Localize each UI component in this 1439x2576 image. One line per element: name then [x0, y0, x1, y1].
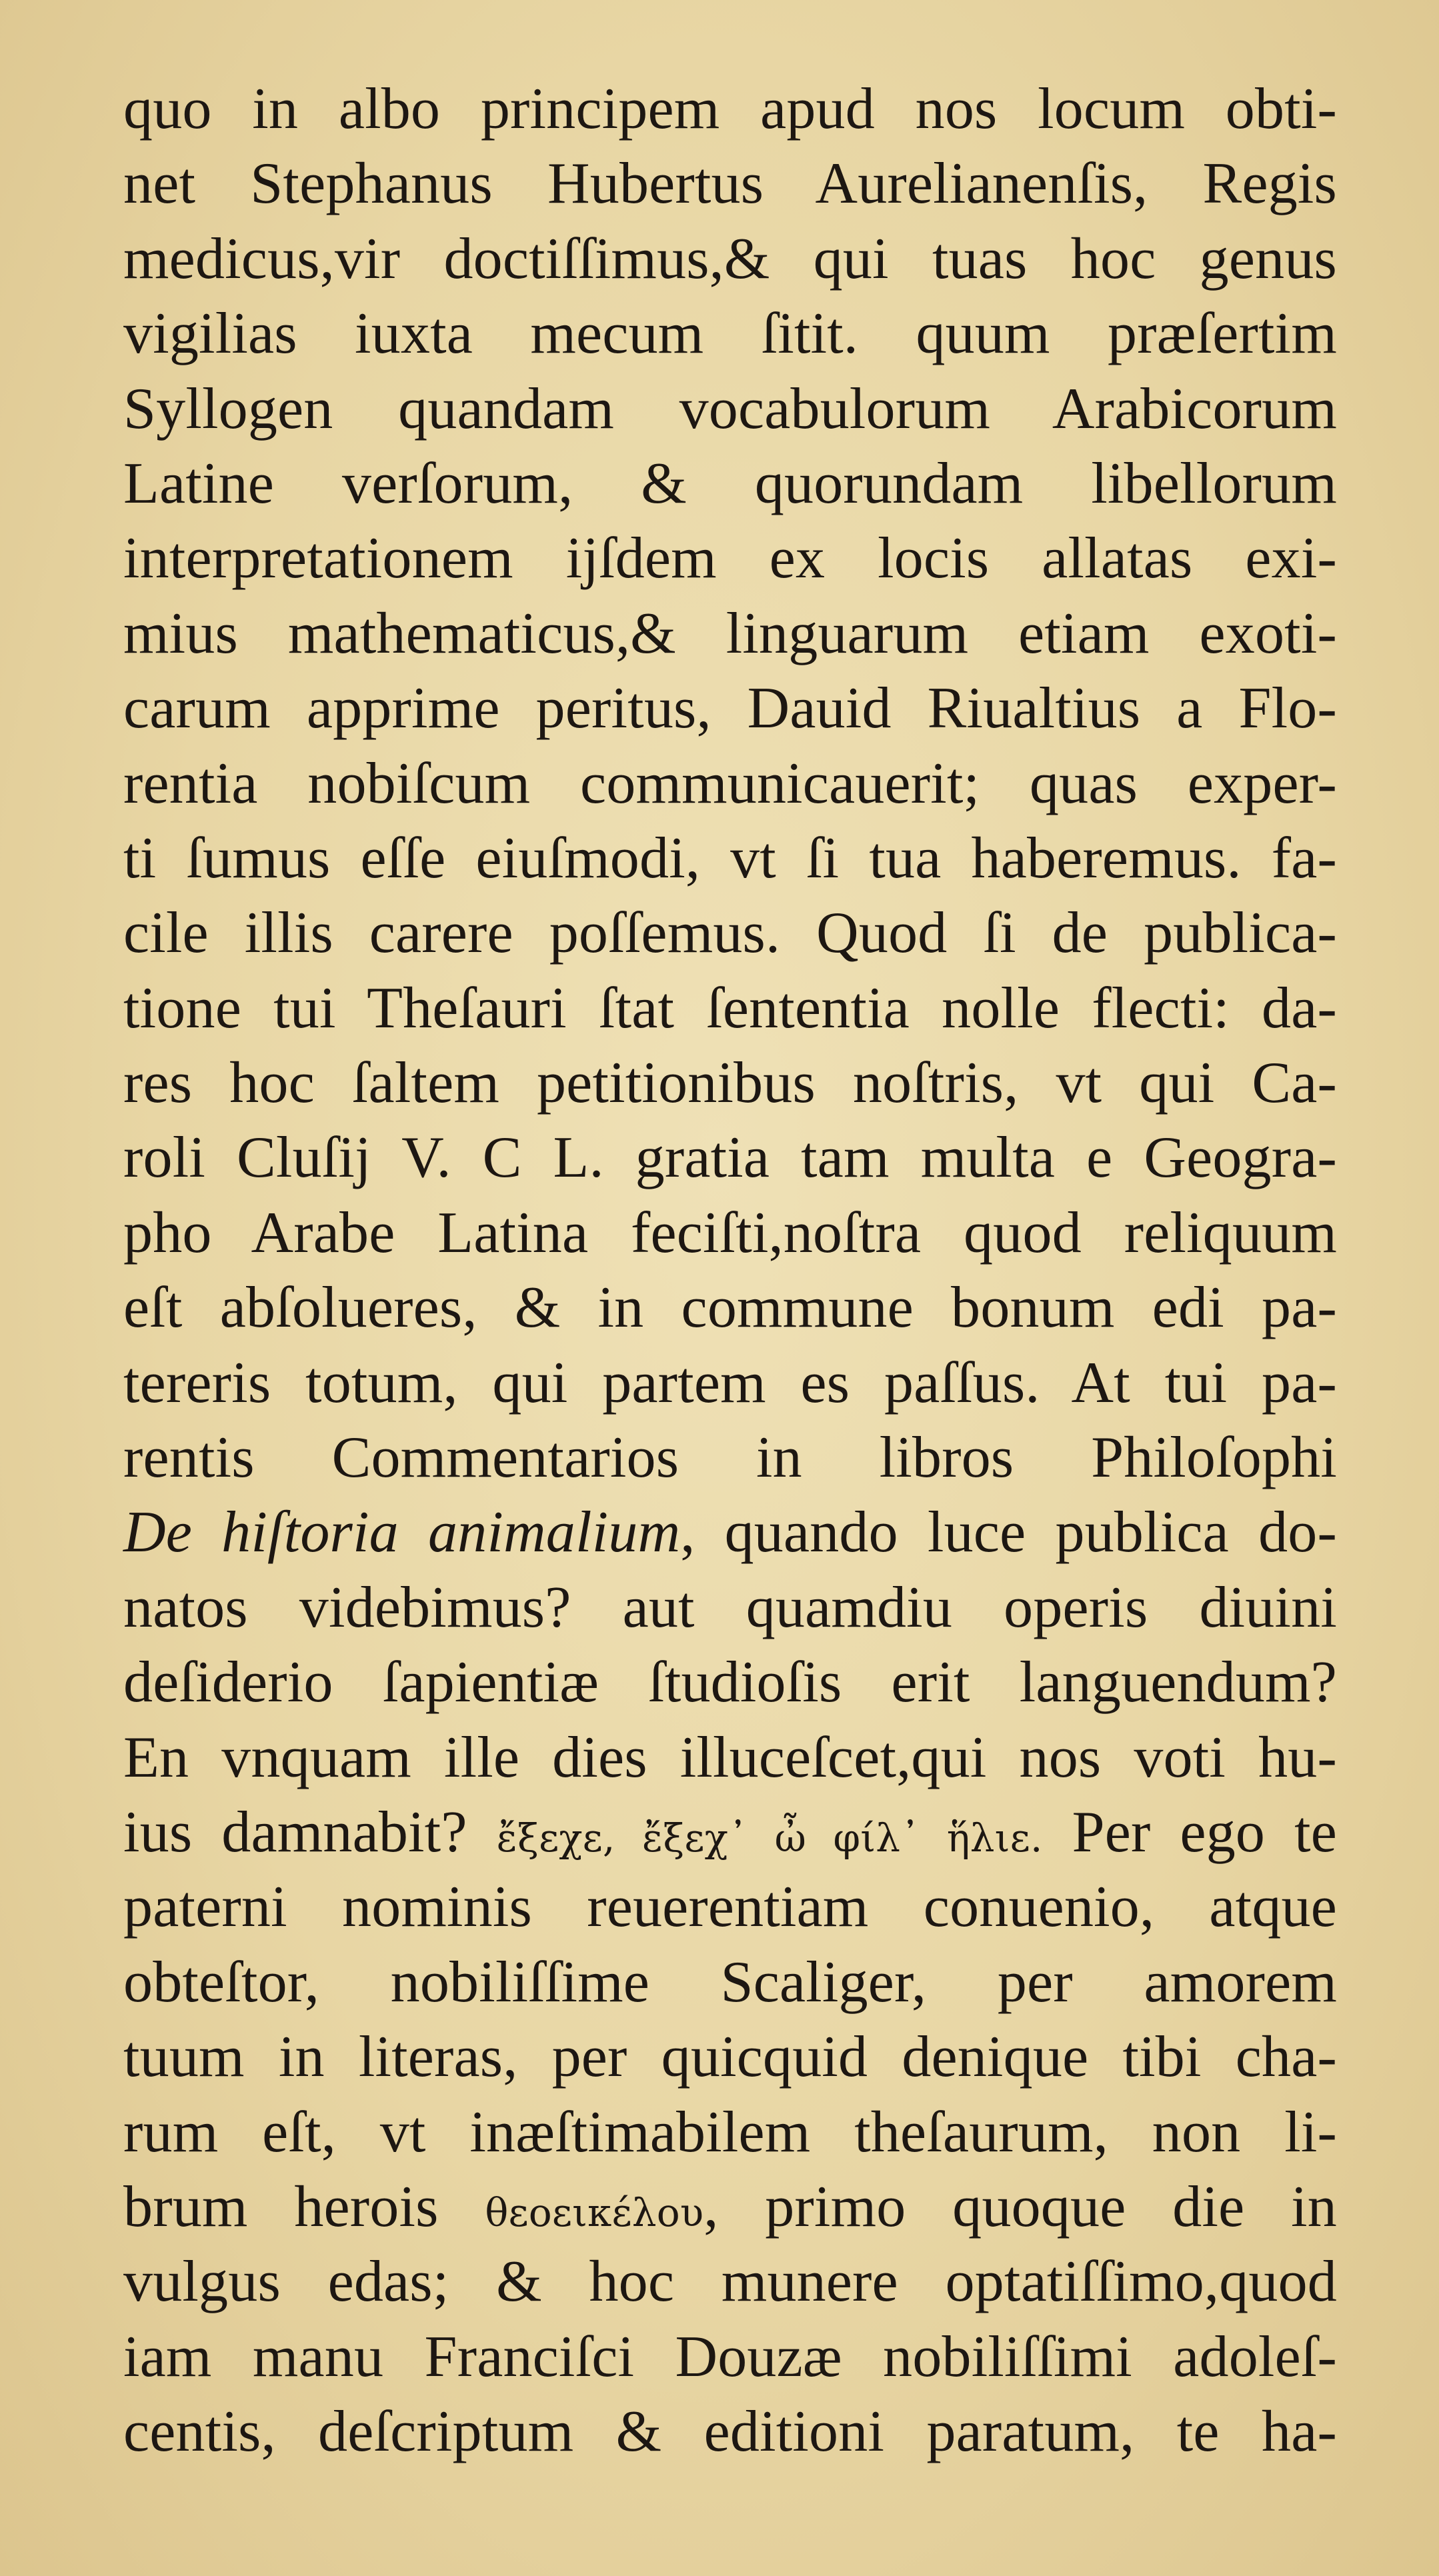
text-line-18: tereris totum, qui partem es paſſus. At tui pa-	[123, 1350, 1337, 1415]
text-line-7: interpretationem ijſdem ex locis allatas exi-	[123, 526, 1337, 591]
text-line-19: rentis Commentarios in libros Philoſophi	[123, 1425, 1337, 1491]
text-line-30: vulgus edas; & hoc munere optatiſſimo,quod	[123, 2249, 1337, 2315]
text-line-23: En vnquam ille dies illuceſcet,qui nos voti hu-	[123, 1725, 1337, 1790]
text-line-16: pho Arabe Latina feciſti,noſtra quod reliquum	[123, 1200, 1337, 1265]
text-line-17: eſt abſolueres, & in commune bonum edi pa-	[123, 1275, 1337, 1341]
text-line-4: vigilias iuxta mecum ſitit. quum præſertim	[123, 301, 1337, 367]
text-line-24-start: ius damnabit?	[123, 1799, 467, 1865]
text-line-6: Latine verſorum, & quorundam libellorum	[123, 451, 1337, 516]
text-line-8: mius mathematicus,& linguarum etiam exoti-	[123, 601, 1337, 666]
text-line-9: carum apprime peritus, Dauid Riualtius a Flo-	[123, 676, 1337, 741]
text-line-32: centis, deſcriptum & editioni paratum, te ha-	[123, 2399, 1337, 2465]
text-line-22: deſiderio ſapientiæ ſtudioſis erit languendum?	[123, 1650, 1337, 1715]
body-text	[123, 72, 1337, 2470]
text-line-29-end: , primo quoque die in	[703, 2174, 1338, 2239]
text-line-3: medicus,vir doctiſſimus,& qui tuas hoc genus	[123, 226, 1337, 291]
text-line-5: Syllogen quandam vocabulorum Arabicorum	[123, 376, 1337, 441]
text-line-24	[123, 1795, 1337, 1870]
text-line-2: net Stephanus Hubertus Aurelianenſis, Regis	[123, 151, 1337, 217]
text-line-25: paterni nominis reuerentiam conuenio, atque	[123, 1875, 1337, 1940]
greek-quotation: ἔξεχε, ἔξεχ᾽ ὦ φίλ᾽ ἥλιε.	[496, 1815, 1043, 1861]
text-line-28: rum eſt, vt inæſtimabilem theſaurum, non li-	[123, 2099, 1337, 2165]
text-line-20	[123, 1495, 1337, 1570]
text-line-26: obteſtor, nobiliſſime Scaliger, per amorem	[123, 1949, 1337, 2015]
text-line-20-rest: , quando luce publica do-	[680, 1500, 1337, 1565]
text-line-31: iam manu Franciſci Douzæ nobiliſſimi adoleſ-	[123, 2324, 1337, 2389]
book-title-italic: De hiſtoria animalium	[123, 1500, 681, 1565]
text-line-24-end: Per ego te	[1072, 1799, 1338, 1865]
greek-word: θεοεικέλου	[485, 2189, 704, 2235]
text-line-14: res hoc ſaltem petitionibus noſtris, vt qui Ca-	[123, 1051, 1337, 1116]
text-line-13: tione tui Theſauri ſtat ſententia nolle flecti: da-	[123, 975, 1337, 1041]
text-line-1: quo in albo principem apud nos locum obti-	[123, 77, 1337, 141]
text-line-12: cile illis carere poſſemus. Quod ſi de publica-	[123, 901, 1337, 966]
text-line-15: roli Cluſij V. C L. gratia tam multa e Geogra-	[123, 1125, 1337, 1191]
text-line-27: tuum in literas, per quicquid denique tibi cha-	[123, 2025, 1337, 2090]
text-line-29	[123, 2170, 1337, 2245]
text-line-11: ti ſumus eſſe eiuſmodi, vt ſi tua haberemus. fa-	[123, 825, 1337, 891]
text-line-10: rentia nobiſcum communicauerit; quas exper-	[123, 751, 1337, 816]
text-line-29-start: brum herois	[123, 2174, 439, 2239]
text-line-21: natos videbimus? aut quamdiu operis diuini	[123, 1575, 1337, 1640]
